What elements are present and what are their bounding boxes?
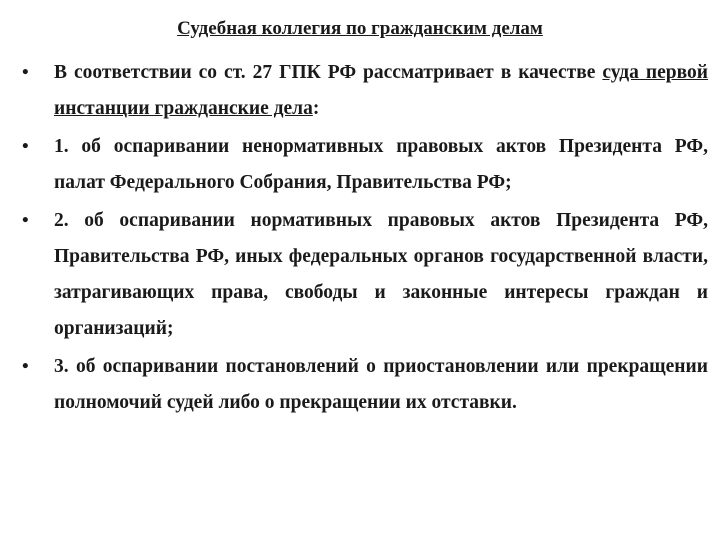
- bullet-item-2: [22, 203, 708, 347]
- bullet-icon: •: [22, 62, 29, 83]
- bullet-text-end: :: [312, 98, 320, 119]
- bullet-text: 1. об оспаривании ненормативных правовых актов Президента РФ, палат Федерального Собрания, Правительства РФ;: [54, 136, 708, 193]
- bullet-text-underlined: суда первой инстанции гражданские дела: [54, 62, 708, 119]
- bullet-icon: •: [22, 210, 29, 231]
- bullet-list: [22, 55, 708, 421]
- slide-title-text: Судебная коллегия по гражданским делам: [177, 18, 543, 39]
- slide-title: [0, 17, 720, 41]
- bullet-text: В соответствии со ст. 27 ГПК РФ рассматривает в качестве: [54, 62, 603, 83]
- bullet-icon: •: [22, 136, 29, 157]
- bullet-text: 3. об оспаривании постановлений о приостановлении или прекращении полномочий судей либо о прекращении их отставки.: [54, 356, 708, 413]
- bullet-text: 2. об оспаривании нормативных правовых актов Президента РФ, Правительства РФ, иных федеральных органов государственной власти, затрагивающих права, свободы и законные интересы граждан и организаций;: [54, 210, 708, 339]
- bullet-icon: •: [22, 356, 29, 377]
- bullet-item-intro: [22, 55, 708, 127]
- bullet-item-1: [22, 129, 708, 201]
- bullet-item-3: [22, 349, 708, 421]
